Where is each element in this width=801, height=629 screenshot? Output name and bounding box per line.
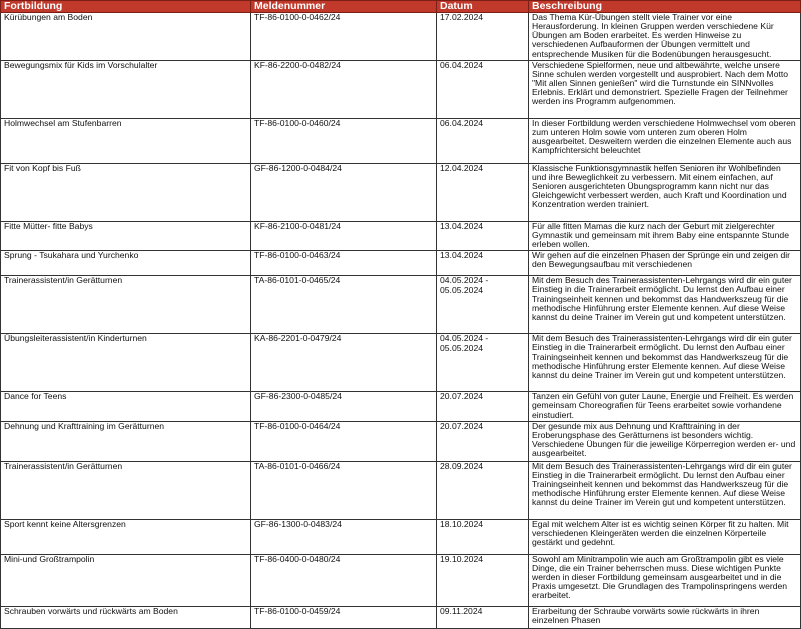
table-row bbox=[1, 163, 801, 221]
course-number-cell: TA-86-0101-0-0466/24 bbox=[251, 461, 437, 519]
course-date-cell bbox=[437, 163, 529, 221]
table-row bbox=[1, 334, 801, 392]
course-date-end: 05.05.2024 bbox=[440, 284, 484, 295]
course-description-cell: Erarbeitung der Schraube vorwärts sowie rückwärts in ihren einzelnen Phasen bbox=[529, 606, 801, 628]
course-name-cell: Fitte Mütter- fitte Babys bbox=[1, 221, 251, 250]
course-name-cell: Dehnung und Krafttraining im Gerätturnen bbox=[1, 421, 251, 461]
course-date-start: 06.04.2024 bbox=[440, 59, 484, 70]
header-number: Meldenummer bbox=[251, 1, 437, 13]
table-row bbox=[1, 421, 801, 461]
course-date-cell bbox=[437, 276, 529, 334]
table-row bbox=[1, 554, 801, 606]
course-number-cell: TF-86-0100-0-0459/24 bbox=[251, 606, 437, 628]
header-date: Datum bbox=[437, 1, 529, 13]
course-name-cell: Trainerassistent/in Gerätturnen bbox=[1, 461, 251, 519]
course-date-cell bbox=[437, 334, 529, 392]
table-body bbox=[1, 13, 801, 629]
course-date-cell bbox=[437, 118, 529, 163]
course-description-cell: Wir gehen auf die einzelnen Phasen der Sprünge ein und zeigen dir den Bewegungsaufbau mit verschiedenen bbox=[529, 251, 801, 276]
table-row bbox=[1, 519, 801, 554]
header-course: Fortbildung bbox=[1, 1, 251, 13]
table-row bbox=[1, 221, 801, 250]
course-date-start: 04.05.2024 - bbox=[440, 275, 489, 286]
course-date-cell bbox=[437, 554, 529, 606]
course-number-cell: TF-86-0100-0-0464/24 bbox=[251, 421, 437, 461]
table-row bbox=[1, 251, 801, 276]
course-name-cell: Fit von Kopf bis Fuß bbox=[1, 163, 251, 221]
table-row bbox=[1, 118, 801, 163]
course-date-start: 18.10.2024 bbox=[440, 518, 484, 529]
course-name-cell: Dance for Teens bbox=[1, 392, 251, 421]
course-date-start: 20.07.2024 bbox=[440, 420, 484, 431]
course-description-cell: Für alle fitten Mamas die kurz nach der Geburt mit zielgerechter Gymnastik und gemeinsam mit ihrem Baby eine entspannte Stunde erleben wollen. bbox=[529, 221, 801, 250]
course-date-cell bbox=[437, 461, 529, 519]
course-number-cell: TA-86-0101-0-0465/24 bbox=[251, 276, 437, 334]
course-name-cell: Kürübungen am Boden bbox=[1, 13, 251, 61]
table-row bbox=[1, 606, 801, 628]
course-date-start: 20.07.2024 bbox=[440, 391, 484, 402]
course-description-cell: Tanzen ein Gefühl von guter Laune, Energie und Freiheit. Es werden gemeinsam Choreografien für Teens erarbeitet sowie vorhandene einstudiert. bbox=[529, 392, 801, 421]
course-name-cell: Schrauben vorwärts und rückwärts am Boden bbox=[1, 606, 251, 628]
table-row bbox=[1, 276, 801, 334]
course-name-cell: Holmwechsel am Stufenbarren bbox=[1, 118, 251, 163]
course-number-cell: GF-86-2300-0-0485/24 bbox=[251, 392, 437, 421]
course-description-cell: Mit dem Besuch des Trainerassistenten-Lehrgangs wird dir ein guter Einstieg in die Trainerarbeit ermöglicht. Du lernst den Aufbau einer Trainingseinheit kennen und bekommst das Handwerkszeug für die methodische Hinführung erster Elemente kennen. Auf diese Weise kannst du deine Trainer im Verein gut und kompetent unterstützen. bbox=[529, 334, 801, 392]
course-date-start: 28.09.2024 bbox=[440, 460, 484, 471]
course-date-cell bbox=[437, 60, 529, 118]
course-number-cell: GF-86-1200-0-0484/24 bbox=[251, 163, 437, 221]
table-row bbox=[1, 392, 801, 421]
course-number-cell: TF-86-0100-0-0460/24 bbox=[251, 118, 437, 163]
course-number-cell: GF-86-1300-0-0483/24 bbox=[251, 519, 437, 554]
course-date-cell bbox=[437, 251, 529, 276]
header-description: Beschreibung bbox=[529, 1, 801, 13]
course-name-cell: Trainerassistent/in Gerätturnen bbox=[1, 276, 251, 334]
course-date-cell bbox=[437, 221, 529, 250]
course-date-start: 19.10.2024 bbox=[440, 553, 484, 564]
course-number-cell: TF-86-0400-0-0480/24 bbox=[251, 554, 437, 606]
course-description-cell: Klassische Funktionsgymnastik helfen Senioren ihr Wohlbefinden und ihre Beweglichkeit zu verbessern. Mit einem einfachen, auf Senioren ausgerichteten Übungsprogramm kann nicht nur das Gleichgewicht verbessert werden, auch Kraft und Koordination und Konzentration werden trainiert. bbox=[529, 163, 801, 221]
course-name-cell: Bewegungsmix für Kids im Vorschulalter bbox=[1, 60, 251, 118]
course-date-start: 13.04.2024 bbox=[440, 250, 484, 261]
table-row bbox=[1, 60, 801, 118]
course-number-cell: KF-86-2100-0-0481/24 bbox=[251, 221, 437, 250]
course-date-cell bbox=[437, 13, 529, 61]
course-number-cell: KF-86-2200-0-0482/24 bbox=[251, 60, 437, 118]
course-number-cell: TF-86-0100-0-0462/24 bbox=[251, 13, 437, 61]
course-description-cell: In dieser Fortbildung werden verschiedene Holmwechsel vom oberen zum unteren Holm sowie vom unteren zum oberen Holm ausgearbeitet. Desweitern werden die einzelnen Elemente auch aus Kampfrichtersicht beleuchtet bbox=[529, 118, 801, 163]
course-name-cell: Sprung - Tsukahara und Yurchenko bbox=[1, 251, 251, 276]
course-date-start: 13.04.2024 bbox=[440, 220, 484, 231]
course-description-cell: Sowohl am Minitrampolin wie auch am Großtrampolin gibt es viele Dinge, die ein Trainer beherrschen muss. Diese wichtigen Punkte werden in dieser Fortbildung gemeinsam ausgearbeitet und in die Praxis umgesetzt. Die Grundlagen des Trampolinspringens werden erarbeitet. bbox=[529, 554, 801, 606]
table-row bbox=[1, 461, 801, 519]
course-name-cell: Mini-und Großtrampolin bbox=[1, 554, 251, 606]
table-row bbox=[1, 13, 801, 61]
course-description-cell: Verschiedene Spielformen, neue und altbewährte, welche unsere Sinne schulen werden vorgestellt und ausprobiert. Nach dem Motto "Mit allen Sinnen genießen" wird die Turnstunde ein SINNvolles Erlebnis. Erklärt und demonstriert. Spezielle Fragen der Teilnehmer werden ins Programm aufgenommen. bbox=[529, 60, 801, 118]
course-date-cell bbox=[437, 519, 529, 554]
course-description-cell: Der gesunde mix aus Dehnung und Krafttraining in der Eroberungsphase des Gerätturnens ist besonders wichtig. Verschiedene Übungen für die jeweilige Körperregion werden er- und ausgearbeitet. bbox=[529, 421, 801, 461]
course-name-cell: Sport kennt keine Altersgrenzen bbox=[1, 519, 251, 554]
course-date-cell bbox=[437, 392, 529, 421]
course-date-start: 09.11.2024 bbox=[440, 605, 483, 616]
course-date-start: 12.04.2024 bbox=[440, 162, 484, 173]
course-name-cell: Übungsleiterassistent/in Kinderturnen bbox=[1, 334, 251, 392]
course-number-cell: KA-86-2201-0-0479/24 bbox=[251, 334, 437, 392]
course-date-start: 17.02.2024 bbox=[440, 12, 484, 22]
course-description-cell: Egal mit welchem Alter ist es wichtig seinen Körper fit zu halten. Mit verschiedenen Kleingeräten werden die einzelnen Körperteile gestärkt und gedehnt. bbox=[529, 519, 801, 554]
course-description-cell: Mit dem Besuch des Trainerassistenten-Lehrgangs wird dir ein guter Einstieg in die Trainerarbeit ermöglicht. Du lernst den Aufbau einer Trainingseinheit kennen und bekommst das Handwerkszeug für die methodische Hinführung erster Elemente kennen. Auf diese Weise kannst du deine Trainer im Verein gut und kompetent unterstützen. bbox=[529, 461, 801, 519]
course-date-end: 05.05.2024 bbox=[440, 342, 484, 353]
course-description-cell: Das Thema Kür-Übungen stellt viele Trainer vor eine Herausforderung. In kleinen Gruppen werden verschiedene Kür Übungen am Boden erarbeitet. Es werden Hinweise zu verschiedenen Aufbauformen der Übungen vermittelt und entsprechende Musiken für die Bodenübungen herausgesucht. bbox=[529, 13, 801, 61]
course-date-cell bbox=[437, 606, 529, 628]
course-date-cell bbox=[437, 421, 529, 461]
course-number-cell: TF-86-0100-0-0463/24 bbox=[251, 251, 437, 276]
course-date-start: 06.04.2024 bbox=[440, 117, 484, 128]
course-description-cell: Mit dem Besuch des Trainerassistenten-Lehrgangs wird dir ein guter Einstieg in die Trainerarbeit ermöglicht. Du lernst den Aufbau einer Trainingseinheit kennen und bekommst das Handwerkszeug für die methodische Hinführung erster Elemente kennen. Auf diese Weise kannst du deine Trainer im Verein gut und kompetent unterstützen. bbox=[529, 276, 801, 334]
course-date-start: 04.05.2024 - bbox=[440, 333, 489, 344]
table-header-row bbox=[1, 1, 801, 13]
